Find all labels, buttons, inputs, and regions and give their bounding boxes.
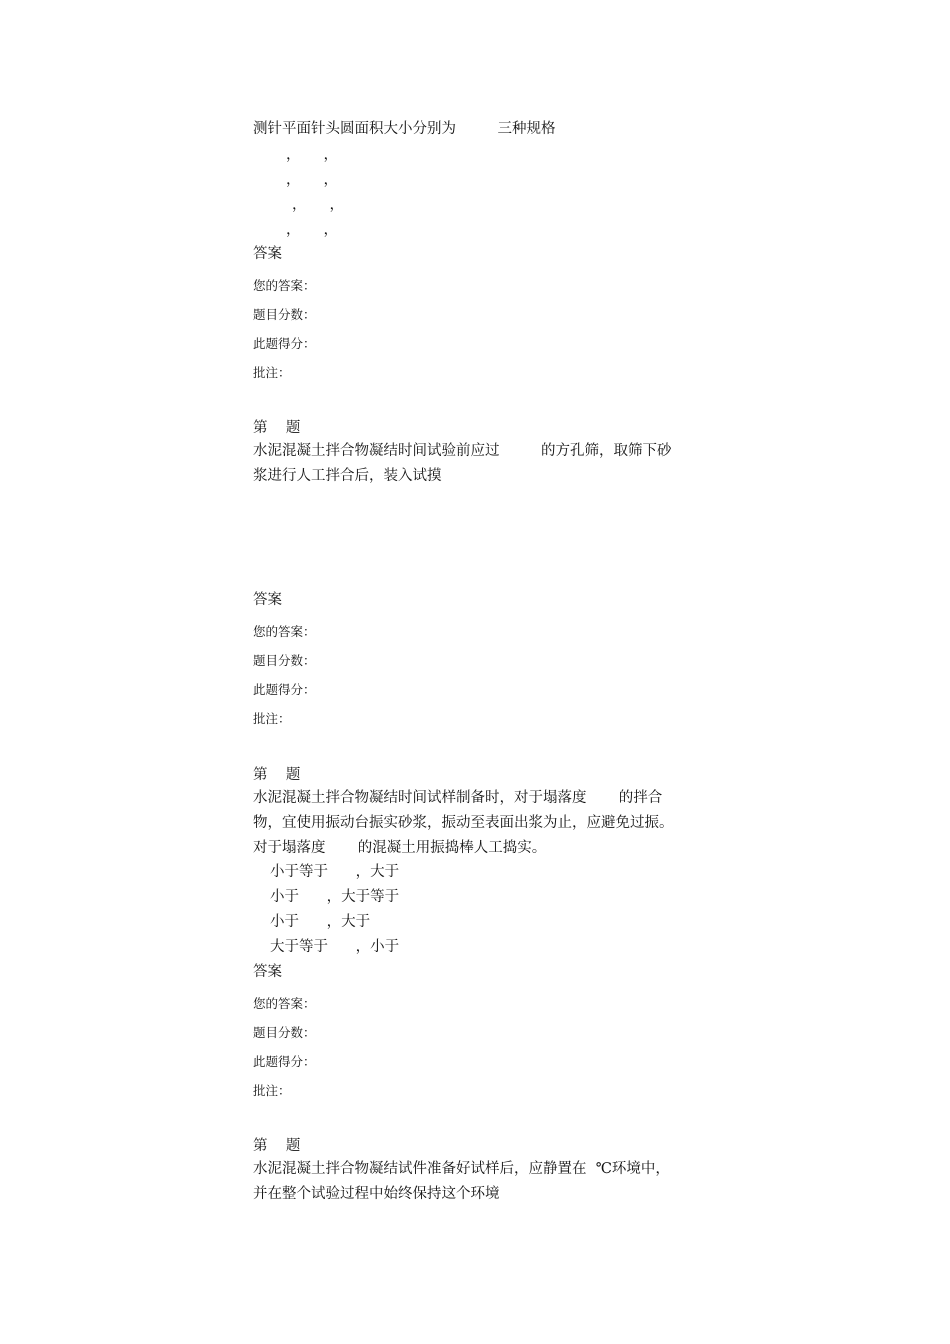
question-text-line-2: 并在整个试验过程中始终保持这个环境 [253,1186,500,1202]
question-text-line-1: 水泥混凝土拌合物凝结时间试样制备时，对于塌落度 的拌合 [253,790,663,806]
question-score-label: 题目分数： [253,307,316,322]
option-a[interactable]: ， ， [286,147,339,163]
earned-score-label: 此题得分： [253,336,316,351]
question-number: 第 题 [253,1138,301,1154]
question-number: 第 题 [253,767,301,783]
answer-heading: 答案 [253,246,282,262]
earned-score-label: 此题得分： [253,1054,316,1069]
option-d[interactable]: 大于等于 ，小于 [270,939,400,955]
option-a[interactable]: 小于等于 ，大于 [270,864,400,880]
answer-heading: 答案 [253,964,282,980]
question-number: 第 题 [253,420,301,436]
comment-label: 批注： [253,1083,291,1098]
option-b[interactable]: ， ， [286,172,339,188]
question-score-label: 题目分数： [253,1025,316,1040]
question-text: 测针平面针头圆面积大小分别为 三种规格 [253,121,556,137]
your-answer-label: 您的答案： [253,624,316,639]
question-text-line-1: 水泥混凝土拌合物凝结时间试验前应过 的方孔筛，取筛下砂 [253,443,672,459]
your-answer-label: 您的答案： [253,996,316,1011]
option-b[interactable]: 小于 ，大于等于 [270,889,400,905]
option-c[interactable]: ， ， [292,197,345,213]
option-d[interactable]: ， ， [286,222,339,238]
question-text-line-3: 对于塌落度 的混凝土用振捣棒人工捣实。 [253,840,547,856]
question-score-label: 题目分数： [253,653,316,668]
question-text-line-2: 浆进行人工拌合后，装入试摸 [253,468,442,484]
answer-heading: 答案 [253,592,282,608]
comment-label: 批注： [253,365,291,380]
option-c[interactable]: 小于 ，大于 [270,914,371,930]
your-answer-label: 您的答案： [253,278,316,293]
question-text-line-1: 水泥混凝土拌合物凝结试件准备好试样后，应静置在 ℃环境中， [253,1161,670,1177]
question-text-line-2: 物，宜使用振动台振实砂浆，振动至表面出浆为止，应避免过振。 [253,815,674,831]
earned-score-label: 此题得分： [253,682,316,697]
comment-label: 批注： [253,711,291,726]
